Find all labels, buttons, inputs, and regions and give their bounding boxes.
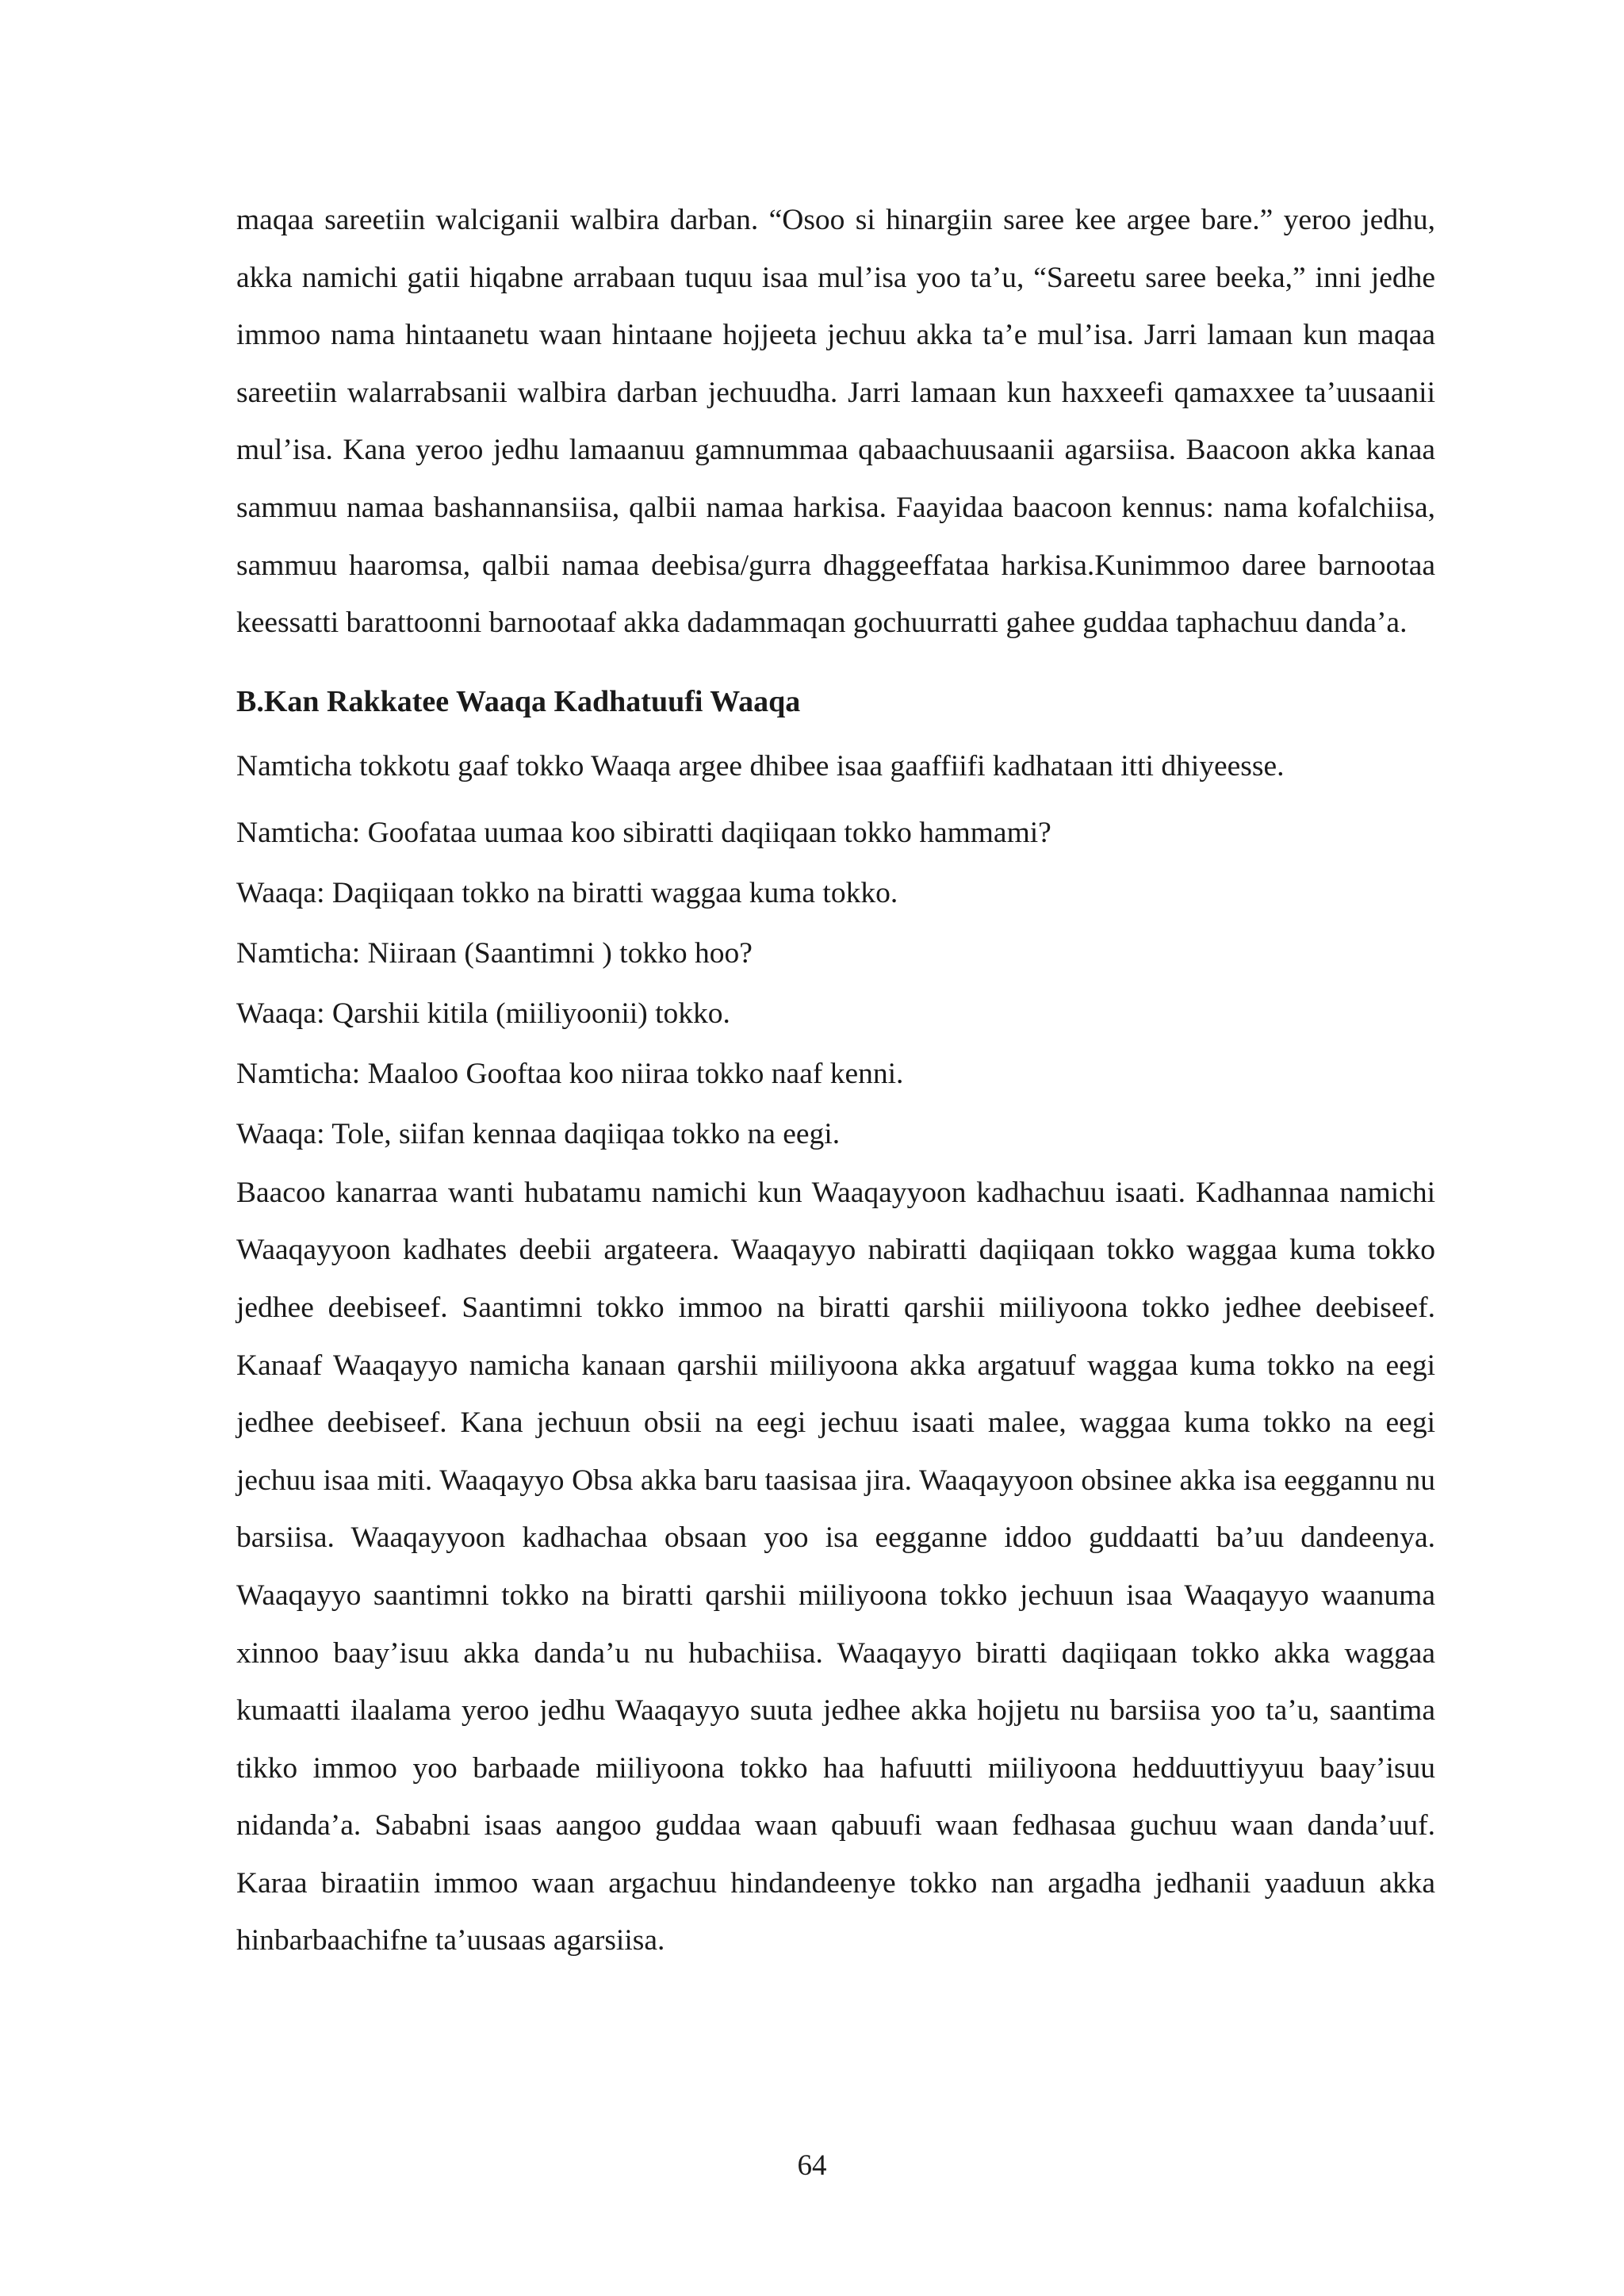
dialogue-line: Waaqa: Tole, siifan kennaa daqiiqaa tokko na eegi.	[236, 1117, 841, 1150]
dialogue-line: Namticha: Niiraan (Saantimni ) tokko hoo?	[236, 936, 753, 970]
dialogue-line: Waaqa: Qarshii kitila (miiliyoonii) tokko.	[236, 997, 730, 1030]
section-heading: B.Kan Rakkatee Waaqa Kadhatuufi Waaqa	[236, 684, 801, 718]
dialogue-line: Namticha: Maaloo Gooftaa koo niiraa tokko naaf kenni.	[236, 1057, 904, 1090]
dialogue-line: Waaqa: Daqiiqaan tokko na biratti waggaa kuma tokko.	[236, 876, 898, 909]
dialogue-list	[236, 803, 1435, 1165]
paragraph-bottom: Baacoo kanarraa wanti hubatamu namichi kun Waaqayyoon kadhachuu isaati. Kadhannaa namichi Waaqayyoon kadhates deebii argateera. Waaqayyo nabiratti daqiiqaan tokko waggaa kuma tokko jedhee deebiseef. Saantimni tokko immoo na biratti qarshii miiliyoona tokko jedhee deebiseef. Kanaaf Waaqayyo namicha kanaan qarshii miiliyoona akka argatuuf waggaa kuma tokko na eegi jedhee deebiseef. Kana jechuun obsii na eegi jechuu isaati malee, waggaa kuma tokko na eegi jechuu isaa miti. Waaqayyo Obsa akka baru taasisaa jira. Waaqayyoon obsinee akka isa eeggannu nu barsiisa. Waaqayyoon kadhachaa obsaan yoo isa eegganne iddoo guddaatti ba’uu dandeenya. Waaqayyo saantimni tokko na biratti qarshii miiliyoona tokko jechuun isaa Waaqayyo waanuma xinnoo baay’isuu akka danda’u nu hubachiisa. Waaqayyo biratti daqiiqaan tokko akka waggaa kumaatti ilaalama yeroo jedhu Waaqayyo suuta jedhee akka hojjetu nu barsiisa yoo ta’u, saantima tikko immoo yoo barbaade miiliyoona tokko haa hafuutti miiliyoona hedduuttiyyuu baay’isuu nidanda’a. Sababni isaas aangoo guddaa waan qabuufi waan fedhasaa guchuu waan danda’uuf. Karaa biraatiin immoo waan argachuu hindandeenye tokko nan argadha jedhanii yaaduun akka hinbarbaachifne ta’uusaas agarsiisa.	[236, 1176, 1435, 1957]
page-number: 64	[797, 2149, 827, 2182]
dialogue-line: Namticha: Goofataa uumaa koo sibiratti daqiiqaan tokko hammami?	[236, 816, 1051, 849]
paragraph-top: maqaa sareetiin walciganii walbira darban. “Osoo si hinargiin saree kee argee bare.” yeroo jedhu, akka namichi gatii hiqabne arrabaan tuquu isaa mul’isa yoo ta’u, “Sareetu saree beeka,” inni jedhe immoo nama hintaanetu waan hintaane hojjeeta jechuu akka ta’e mul’isa. Jarri lamaan kun maqaa sareetiin walarrabsanii walbira darban jechuudha. Jarri lamaan kun haxxeefi qamaxxee ta’uusaanii mul’isa. Kana yeroo jedhu lamaanuu gamnummaa qabaachuusaanii agarsiisa. Baacoon akka kanaa sammuu namaa bashannansiisa, qalbii namaa harkisa. Faayidaa baacoon kennus: nama kofalchiisa, sammuu haaromsa, qalbii namaa deebisa/gurra dhaggeeffataa harkisa.Kunimmoo daree barnootaa keessatti barattoonni barnootaaf akka dadammaqan gochuurratti gahee guddaa taphachuu danda’a.	[236, 204, 1435, 640]
dialogue-intro: Namticha tokkotu gaaf tokko Waaqa argee dhibee isaa gaaffiifi kadhataan itti dhiyeesse.	[236, 749, 1285, 783]
page-content	[236, 192, 1435, 1970]
